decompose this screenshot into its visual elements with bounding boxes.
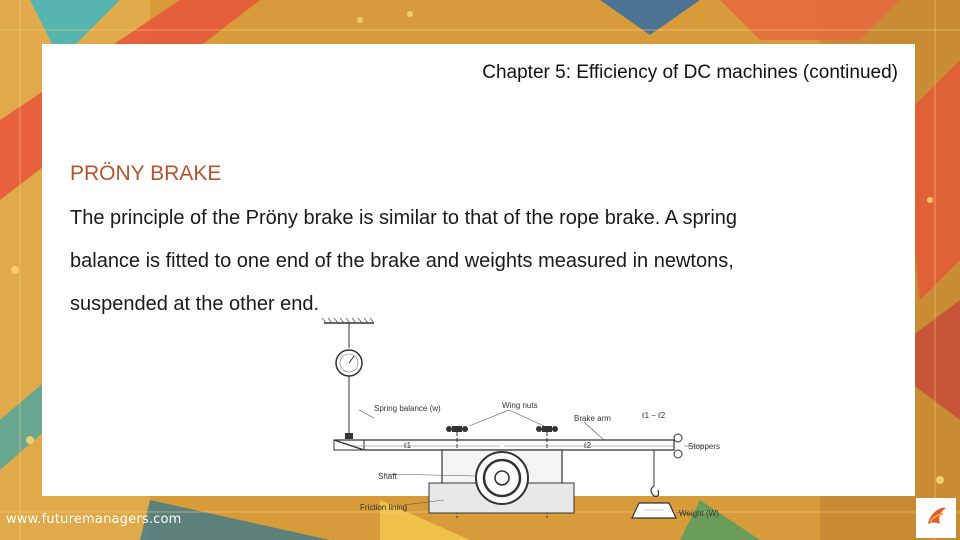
label-friction-lining: Friction lining — [360, 503, 408, 512]
label-l2: ℓ2 — [584, 441, 592, 450]
website-link[interactable]: www.futuremanagers.com — [6, 512, 182, 527]
label-stoppers: Stoppers — [688, 442, 721, 451]
label-weight: Weight (W) — [679, 509, 719, 518]
body-paragraph — [70, 197, 890, 326]
prony-brake-diagram — [304, 318, 764, 518]
label-brake-arm: Brake arm — [574, 414, 611, 423]
label-l1: ℓ1 — [404, 441, 412, 450]
section-heading: PRÖNY BRAKE — [70, 162, 222, 185]
slide-content-area — [42, 44, 915, 518]
label-shaft: Shaft — [378, 472, 397, 481]
slide-title: Chapter 5: Efficiency of DC machines (continued) — [482, 62, 898, 83]
publisher-logo — [916, 498, 956, 538]
label-wing-nuts: Wing nuts — [502, 401, 538, 410]
paragraph-line: balance is fitted to one end of the brake and weights measured in newtons, — [70, 250, 734, 272]
label-l1-minus-l2: ℓ1 − ℓ2 — [642, 411, 666, 420]
paragraph-line: suspended at the other end. — [70, 293, 320, 315]
label-spring-balance: Spring balance (w) — [374, 404, 441, 413]
paragraph-line: The principle of the Pröny brake is similar to that of the rope brake. A spring — [70, 207, 738, 229]
